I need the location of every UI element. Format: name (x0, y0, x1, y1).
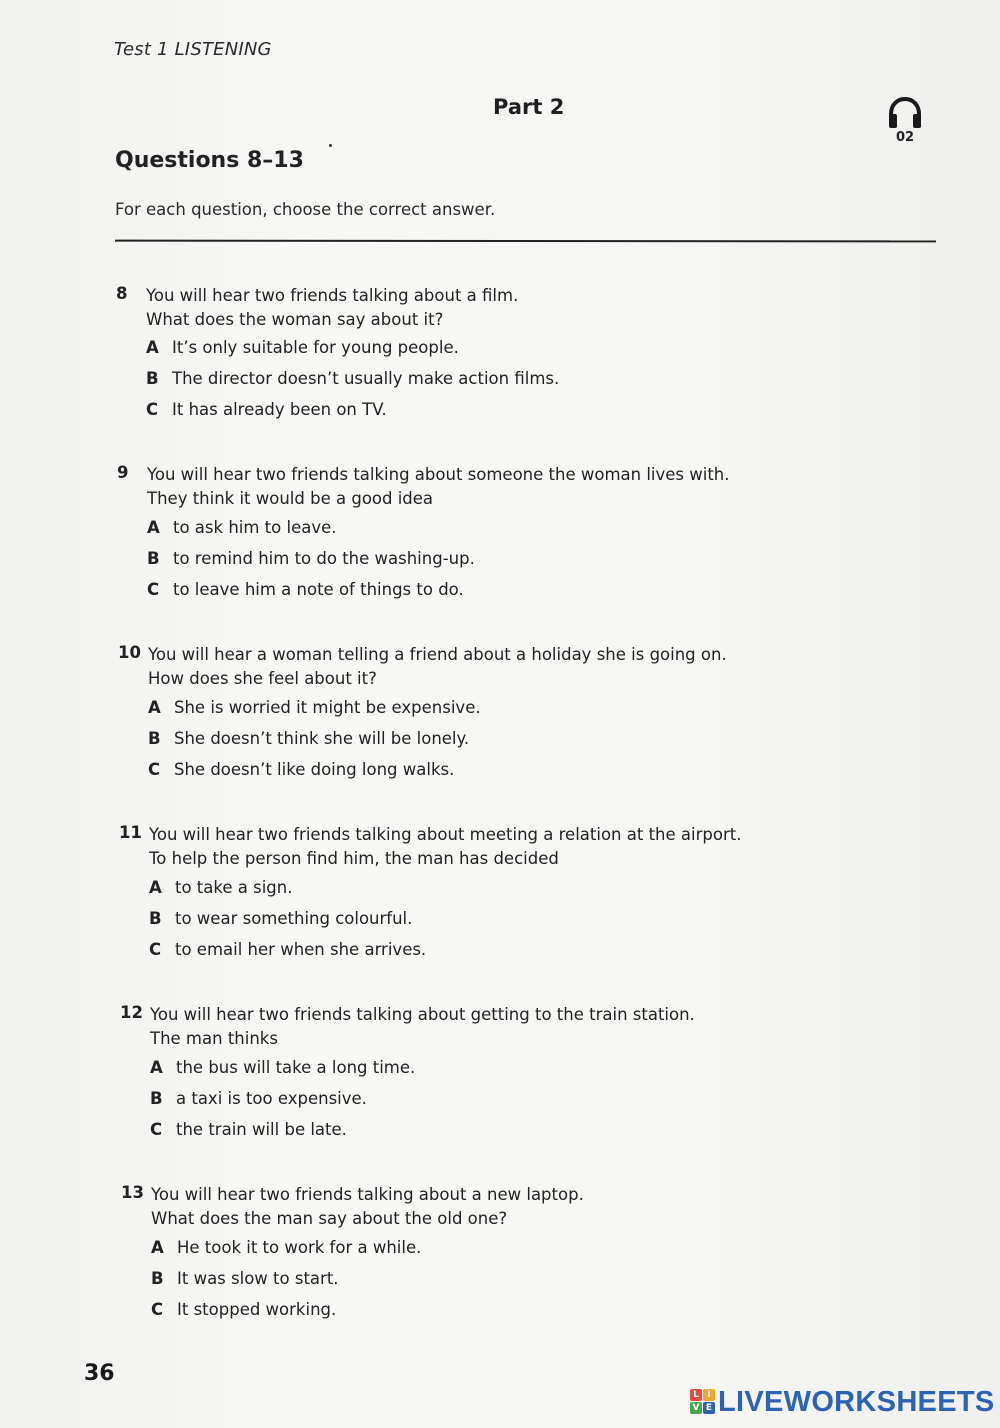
logo-letter: V (690, 1402, 702, 1414)
question-line-2: The man thinks (150, 1029, 278, 1048)
option-letter: C (147, 580, 160, 599)
option-text: to wear something colourful. (175, 909, 413, 928)
option-text: to take a sign. (175, 878, 293, 897)
headphones-icon (886, 96, 924, 130)
audio-track-badge[interactable] (884, 96, 926, 148)
option-text: to leave him a note of things to do. (173, 580, 464, 599)
question-line-1: You will hear a woman telling a friend about a holiday she is going on. (148, 645, 727, 664)
option-c[interactable] (151, 1300, 336, 1319)
page-number: 36 (84, 1361, 115, 1386)
option-text: the bus will take a long time. (176, 1058, 416, 1077)
option-b[interactable] (147, 549, 475, 568)
option-letter: A (148, 698, 161, 717)
section-title: Questions 8–13 (115, 148, 304, 173)
question-line-2: To help the person find him, the man has decided (149, 849, 559, 868)
question-stem (151, 1183, 584, 1231)
question-stem (148, 643, 727, 691)
question-number: 13 (121, 1183, 144, 1202)
liveworksheets-logo-icon (690, 1389, 716, 1415)
option-text: The director doesn’t usually make action films. (172, 369, 560, 388)
option-text: He took it to work for a while. (177, 1238, 422, 1257)
option-letter: A (146, 338, 159, 357)
option-letter: B (149, 909, 162, 928)
stray-dot (329, 144, 332, 147)
option-text: She is worried it might be expensive. (174, 698, 481, 717)
part-title: Part 2 (493, 95, 565, 119)
question-line-1: You will hear two friends talking about someone the woman lives with. (147, 465, 730, 484)
option-text: to remind him to do the washing-up. (173, 549, 475, 568)
logo-letter: L (690, 1389, 702, 1401)
option-a[interactable] (146, 338, 459, 357)
test-header-label: Test 1 LISTENING (114, 39, 272, 60)
option-b[interactable] (146, 369, 559, 388)
option-letter: A (151, 1238, 164, 1257)
watermark-text: LIVEWORKSHEETS (718, 1385, 995, 1418)
section-instruction: For each question, choose the correct answer. (115, 200, 496, 219)
question-line-1: You will hear two friends talking about getting to the train station. (150, 1005, 695, 1024)
option-b[interactable] (148, 729, 469, 748)
option-c[interactable] (147, 580, 464, 599)
option-text: It was slow to start. (177, 1269, 339, 1288)
question-stem (147, 463, 730, 511)
question-number: 9 (117, 463, 129, 482)
option-letter: A (147, 518, 160, 537)
liveworksheets-watermark[interactable] (690, 1387, 995, 1417)
option-c[interactable] (149, 940, 426, 959)
audio-track-number: 02 (895, 130, 915, 145)
option-letter: A (150, 1058, 163, 1077)
question-number: 8 (116, 284, 128, 303)
option-b[interactable] (151, 1269, 339, 1288)
option-c[interactable] (148, 760, 454, 779)
option-a[interactable] (148, 698, 481, 717)
option-a[interactable] (147, 518, 337, 537)
option-text: She doesn’t like doing long walks. (174, 760, 455, 779)
question-line-2: How does she feel about it? (148, 669, 377, 688)
option-c[interactable] (146, 400, 387, 419)
logo-letter: I (703, 1389, 715, 1401)
option-letter: C (150, 1120, 163, 1139)
divider (115, 240, 936, 243)
option-b[interactable] (150, 1089, 367, 1108)
option-a[interactable] (149, 878, 292, 897)
option-text: to ask him to leave. (173, 518, 337, 537)
question-line-1: You will hear two friends talking about a new laptop. (151, 1185, 584, 1204)
question-line-2: They think it would be a good idea (147, 489, 434, 508)
option-b[interactable] (149, 909, 412, 928)
question-number: 10 (118, 643, 141, 662)
option-letter: C (149, 940, 162, 959)
option-text: a taxi is too expensive. (176, 1089, 367, 1108)
question-line-1: You will hear two friends talking about a film. (146, 286, 519, 305)
option-a[interactable] (150, 1058, 415, 1077)
option-letter: B (147, 549, 160, 568)
question-stem (146, 284, 518, 332)
option-letter: C (146, 400, 159, 419)
question-line-1: You will hear two friends talking about meeting a relation at the airport. (149, 825, 742, 844)
option-text: It stopped working. (177, 1300, 337, 1319)
option-letter: B (148, 729, 161, 748)
option-text: the train will be late. (176, 1120, 347, 1139)
option-text: It has already been on TV. (172, 400, 387, 419)
option-letter: B (150, 1089, 163, 1108)
question-line-2: What does the woman say about it? (146, 310, 444, 329)
question-number: 11 (119, 823, 142, 842)
logo-letter: E (703, 1402, 715, 1414)
option-letter: B (146, 369, 159, 388)
option-letter: B (151, 1269, 164, 1288)
option-letter: C (151, 1300, 164, 1319)
question-stem (150, 1003, 695, 1051)
option-c[interactable] (150, 1120, 347, 1139)
question-line-2: What does the man say about the old one? (151, 1209, 508, 1228)
option-text: to email her when she arrives. (175, 940, 427, 959)
option-letter: C (148, 760, 161, 779)
option-text: It’s only suitable for young people. (172, 338, 459, 357)
question-number: 12 (120, 1003, 143, 1022)
option-a[interactable] (151, 1238, 421, 1257)
option-text: She doesn’t think she will be lonely. (174, 729, 470, 748)
option-letter: A (149, 878, 162, 897)
question-stem (149, 823, 741, 871)
